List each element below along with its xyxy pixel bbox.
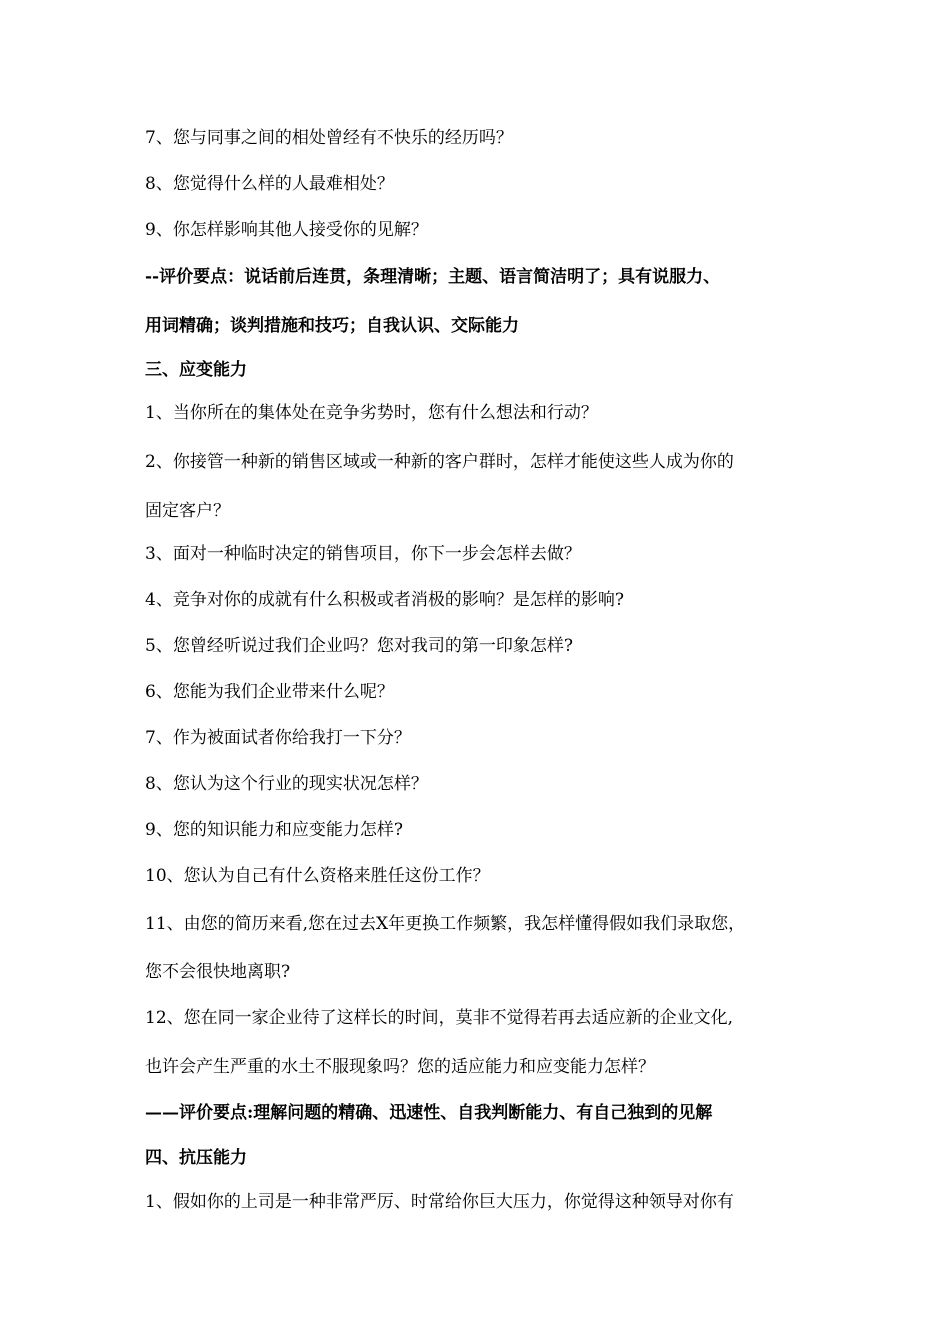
adaptability-question-12-line-1: 12、您在同一家企业待了这样长的时间，莫非不觉得若再去适应新的企业文化, [145, 1008, 734, 1028]
adaptability-evaluation-points: ——评价要点:理解问题的精确、迅速性、自我判断能力、有自己独到的见解 [145, 1103, 713, 1123]
adaptability-question-7: 7、作为被面试者你给我打一下分？ [145, 728, 411, 748]
section-heading-adaptability: 三、应变能力 [145, 360, 247, 380]
adaptability-question-4: 4、竞争对你的成就有什么积极或者消极的影响？是怎样的影响? [145, 590, 624, 610]
adaptability-question-12-line-2: 也许会产生严重的水土不服现象吗？您的适应能力和应变能力怎样？ [145, 1057, 655, 1077]
adaptability-question-3: 3、面对一种临时决定的销售项目，你下一步会怎样去做？ [145, 544, 581, 564]
adaptability-question-11-line-1: 11、由您的简历来看,您在过去X年更换工作频繁，我怎样懂得假如我们录取您， [145, 914, 746, 934]
question-8-hard-people: 8、您觉得什么样的人最难相处？ [145, 174, 394, 194]
adaptability-question-11-line-2: 您不会很快地离职? [145, 962, 291, 982]
adaptability-question-1: 1、当你所在的集体处在竞争劣势时，您有什么想法和行动？ [145, 403, 598, 423]
evaluation-points-line-1: --评价要点：说话前后连贯，条理清晰；主题、语言简洁明了；具有说服力、 [145, 267, 721, 287]
adaptability-question-2-line-1: 2、你接管一种新的销售区域或一种新的客户群时，怎样才能使这些人成为你的 [145, 452, 734, 472]
question-7-colleague: 7、您与同事之间的相处曾经有不快乐的经历吗？ [145, 128, 513, 148]
adaptability-question-8: 8、您认为这个行业的现实状况怎样？ [145, 774, 428, 794]
section-heading-stress-resistance: 四、抗压能力 [145, 1148, 247, 1168]
evaluation-points-line-2: 用词精确；谈判措施和技巧；自我认识、交际能力 [145, 316, 519, 336]
adaptability-question-2-line-2: 固定客户？ [145, 501, 230, 521]
adaptability-question-10: 10、您认为自己有什么资格来胜任这份工作？ [145, 866, 490, 886]
adaptability-question-5: 5、您曾经听说过我们企业吗？您对我司的第一印象怎样? [145, 636, 573, 656]
stress-question-1-line-1: 1、假如你的上司是一种非常严厉、时常给你巨大压力，你觉得这种领导对你有 [145, 1192, 734, 1212]
adaptability-question-9: 9、您的知识能力和应变能力怎样? [145, 820, 403, 840]
question-9-influence: 9、你怎样影响其他人接受你的见解？ [145, 220, 428, 240]
adaptability-question-6: 6、您能为我们企业带来什么呢？ [145, 682, 394, 702]
